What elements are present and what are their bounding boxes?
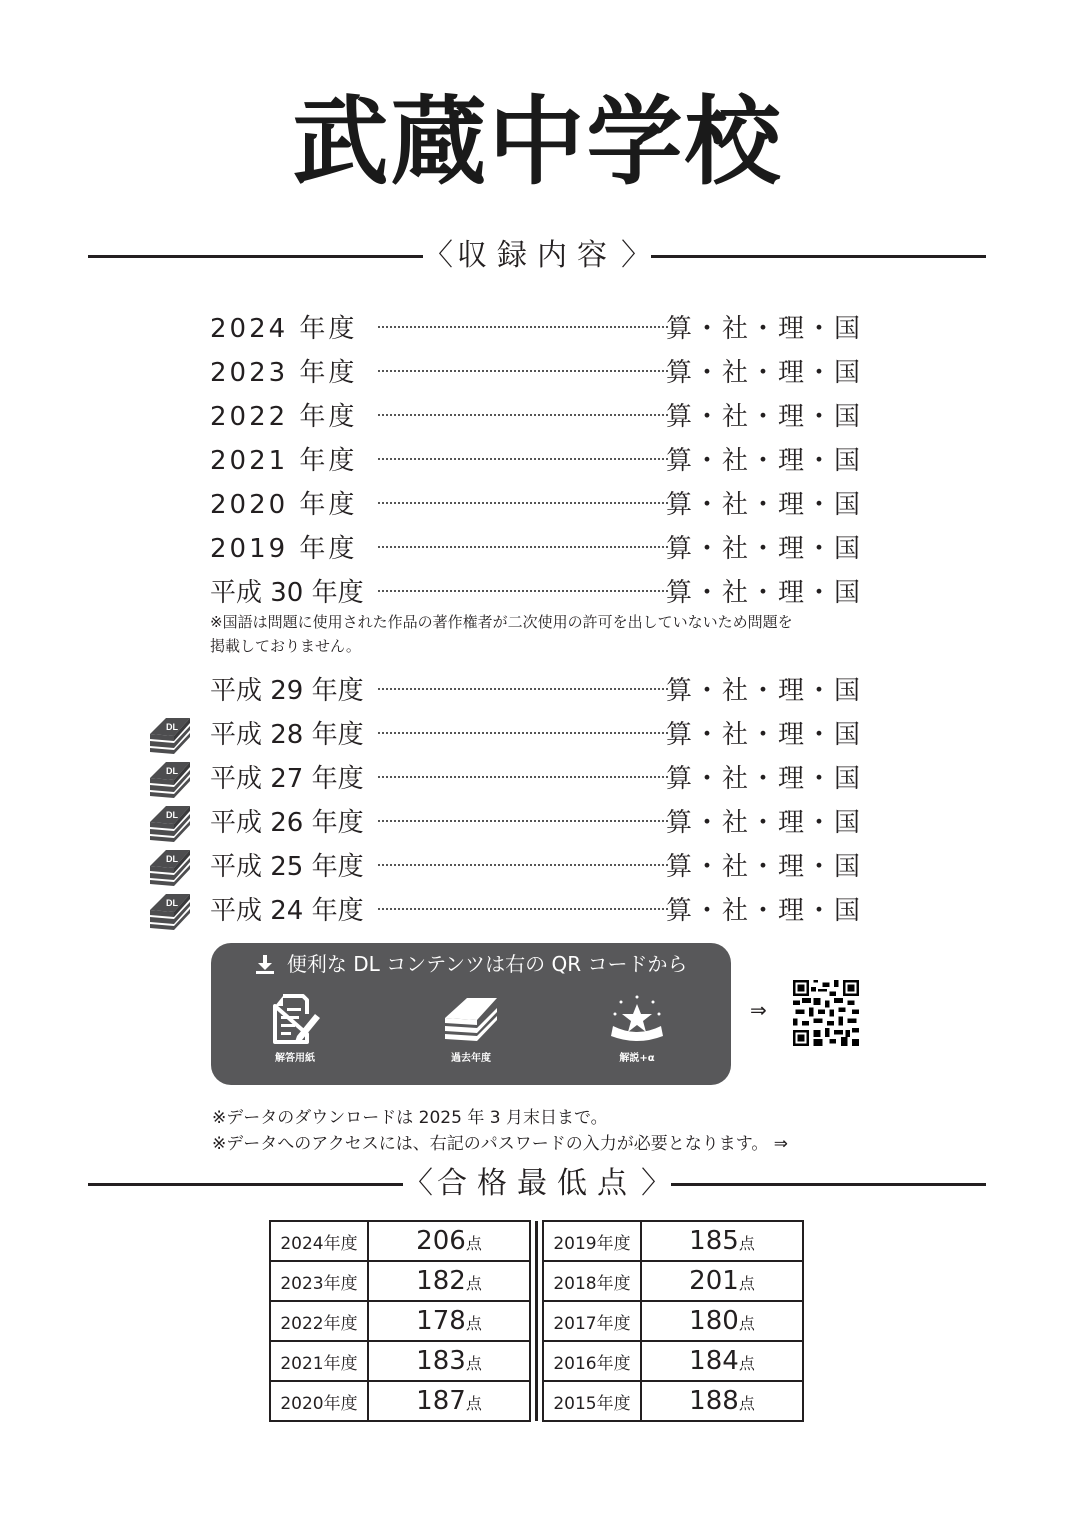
year-cell: 2017年度 [543,1301,641,1341]
row-subjects: 算・社・理・国 [665,533,862,564]
row-year: 2019 年度 [210,533,358,564]
year-cell: 2021年度 [270,1341,368,1381]
score-cell: 178点 [368,1301,530,1341]
dl-books-icon [144,798,194,842]
contents-row [210,348,862,392]
table-row [270,1221,803,1261]
row-year: 2023 年度 [210,357,358,388]
passing-scores-table [269,1220,804,1422]
leader-dots [378,370,668,372]
table-row [270,1341,803,1381]
leader-dots [378,732,668,734]
bracket-left: 〈 [423,238,453,273]
contents-row-dl [166,798,862,842]
bracket-right: 〉 [621,238,651,273]
row-subjects: 算・社・理・国 [665,577,862,608]
dl-books-icon [144,710,194,754]
row-year: 平成 25 年度 [210,851,364,882]
leader-dots [378,502,668,504]
contents-section-heading [88,236,986,276]
qr-arrow: ⇒ [750,998,767,1022]
year-cell: 2020年度 [270,1381,368,1421]
row-year: 2020 年度 [210,489,358,520]
svg-text:DL: DL [166,810,178,820]
leader-dots [378,326,668,328]
contents-row-dl [166,886,862,930]
heading-rule-right [651,255,986,258]
contents-row [210,568,862,612]
dl-item-label: 過去年度 [451,1053,491,1064]
heading-rule-left [88,255,423,258]
leader-dots [378,414,668,416]
download-icon [255,954,275,974]
score-cell: 182点 [368,1261,530,1301]
heading-rule-left [88,1183,403,1186]
dl-content-panel [211,943,731,1085]
svg-text:DL: DL [166,766,178,776]
download-notes [212,1105,788,1157]
password-note: ※データへのアクセスには、右記のパスワードの入力が必要となります。 ⇒ [212,1134,789,1154]
bracket-right: 〉 [641,1166,671,1201]
row-subjects: 算・社・理・国 [665,719,862,750]
passing-scores-heading [88,1164,986,1204]
copyright-note-line1: ※国語は問題に使用された作品の著作権者が二次使用の許可を出していないため問題を [210,613,793,631]
row-year: 平成 28 年度 [210,719,364,750]
school-title: 武蔵中学校 [292,86,783,198]
dl-panel-header-text: 便利な DL コンテンツは右の QR コードから [286,952,688,976]
past-years-books-icon [441,994,501,1044]
contents-row-dl [166,842,862,886]
leader-dots [378,820,668,822]
answer-sheet-icon [269,992,321,1046]
year-cell: 2023年度 [270,1261,368,1301]
qr-code[interactable] [793,980,859,1046]
contents-row [210,436,862,480]
row-subjects: 算・社・理・国 [665,489,862,520]
table-row [270,1261,803,1301]
row-year: 2024 年度 [210,313,358,344]
score-cell: 201点 [641,1261,803,1301]
score-cell: 206点 [368,1221,530,1261]
row-subjects: 算・社・理・国 [665,445,862,476]
row-subjects: 算・社・理・国 [665,895,862,926]
contents-row-dl [166,710,862,754]
dl-books-icon [144,842,194,886]
score-cell: 187点 [368,1381,530,1421]
row-subjects: 算・社・理・国 [665,313,862,344]
year-cell: 2024年度 [270,1221,368,1261]
contents-row-dl [166,754,862,798]
contents-row [210,524,862,568]
leader-dots [378,908,668,910]
row-subjects: 算・社・理・国 [665,675,862,706]
year-cell: 2018年度 [543,1261,641,1301]
row-year: 平成 24 年度 [210,895,364,926]
heading-rule-right [671,1183,986,1186]
leader-dots [378,776,668,778]
passing-scores-heading-label: 合格最低点 [437,1166,637,1201]
year-cell: 2022年度 [270,1301,368,1341]
row-year: 2021 年度 [210,445,358,476]
download-deadline-note: ※データのダウンロードは 2025 年 3 月末日まで。 [212,1108,608,1128]
dl-books-icon [144,886,194,930]
contents-row [210,392,862,436]
svg-text:DL: DL [166,898,178,908]
row-subjects: 算・社・理・国 [665,357,862,388]
contents-heading-label: 収録内容 [457,238,617,273]
leader-dots [378,546,668,548]
row-year: 平成 30 年度 [210,577,364,608]
leader-dots [378,864,668,866]
row-year: 平成 27 年度 [210,763,364,794]
row-subjects: 算・社・理・国 [665,807,862,838]
leader-dots [378,590,668,592]
row-year: 2022 年度 [210,401,358,432]
copyright-note-line2: 掲載しておりません。 [210,637,361,655]
leader-dots [378,458,668,460]
year-cell: 2015年度 [543,1381,641,1421]
copyright-note [210,610,793,658]
dl-item-label: 解答用紙 [275,1053,315,1064]
score-cell: 184点 [641,1341,803,1381]
bracket-left: 〈 [403,1166,433,1201]
dl-item-label: 解説+α [619,1053,655,1064]
score-cell: 185点 [641,1221,803,1261]
score-cell: 180点 [641,1301,803,1341]
star-ribbon-icon [607,994,667,1044]
score-cell: 188点 [641,1381,803,1421]
dl-books-icon [144,754,194,798]
leader-dots [378,688,668,690]
row-subjects: 算・社・理・国 [665,763,862,794]
svg-text:DL: DL [166,854,178,864]
dl-item-answer-sheet [235,991,355,1064]
table-row [270,1381,803,1421]
row-year: 平成 29 年度 [210,675,364,706]
year-cell: 2016年度 [543,1341,641,1381]
svg-text:DL: DL [166,722,178,732]
contents-row [210,480,862,524]
score-cell: 183点 [368,1341,530,1381]
dl-item-past-years [411,991,531,1064]
contents-row [210,304,862,348]
row-subjects: 算・社・理・国 [665,851,862,882]
dl-panel-header [211,949,731,979]
table-row [270,1301,803,1341]
contents-row [210,666,862,710]
row-subjects: 算・社・理・国 [665,401,862,432]
year-cell: 2019年度 [543,1221,641,1261]
dl-item-commentary [577,991,697,1064]
row-year: 平成 26 年度 [210,807,364,838]
